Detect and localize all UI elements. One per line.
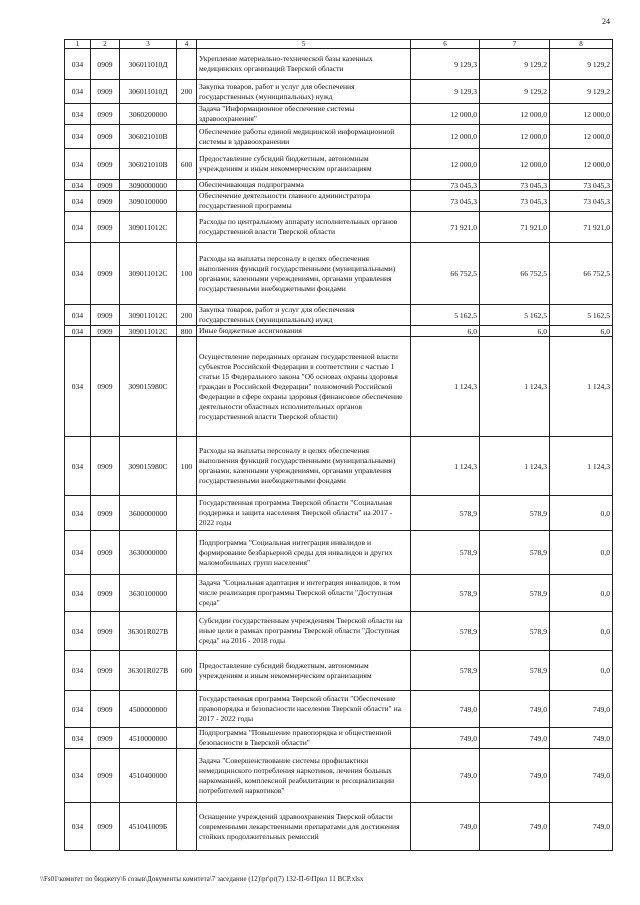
cell-target-article: 309011012C [120, 212, 177, 243]
cell-expense-type: 100 [177, 243, 197, 305]
cell-expense-type [177, 575, 197, 612]
cell-razdel: 0909 [91, 575, 120, 612]
cell-target-article: 306011010Д [120, 49, 177, 80]
cell-amount-1: 6,0 [411, 326, 480, 337]
cell-name: Задача "Совершенствование системы профилактики немедицинского потребления наркотиков, лечения больных наркоманией, комплексной реабилитации и ресоциализации потребителей наркотиков" [197, 749, 411, 803]
cell-expense-type: 200 [177, 80, 197, 104]
cell-razdel: 0909 [91, 326, 120, 337]
cell-amount-2: 12 000,0 [480, 104, 550, 125]
cell-ved: 034 [65, 496, 91, 531]
table-row [65, 305, 613, 326]
cell-target-article: 3090000000 [120, 180, 177, 191]
cell-razdel: 0909 [91, 337, 120, 437]
cell-ved: 034 [65, 212, 91, 243]
cell-name: Закупка товаров, работ и услуг для обеспечения государственных (муниципальных) нужд [197, 305, 411, 326]
table-row [65, 191, 613, 212]
cell-name: Закупка товаров, работ и услуг для обеспечения государственных (муниципальных) нужд [197, 80, 411, 104]
cell-razdel: 0909 [91, 437, 120, 496]
cell-ved: 034 [65, 104, 91, 125]
cell-razdel: 0909 [91, 125, 120, 149]
cell-target-article: 306021010B [120, 125, 177, 149]
cell-amount-3: 5 162,5 [550, 305, 613, 326]
cell-expense-type [177, 337, 197, 437]
cell-target-article: 3060200000 [120, 104, 177, 125]
cell-amount-3: 12 000,0 [550, 149, 613, 180]
cell-amount-2: 578,9 [480, 651, 550, 691]
page-number: 24 [602, 17, 610, 26]
cell-amount-1: 12 000,0 [411, 149, 480, 180]
cell-ved: 034 [65, 49, 91, 80]
cell-amount-2: 578,9 [480, 612, 550, 651]
cell-amount-3: 0,0 [550, 575, 613, 612]
cell-razdel: 0909 [91, 243, 120, 305]
cell-amount-1: 578,9 [411, 651, 480, 691]
cell-expense-type: 800 [177, 326, 197, 337]
cell-name: Государственная программа Тверской области "Социальная поддержка и защита населения Тверской области" на 2017 - 2022 годы [197, 496, 411, 531]
cell-expense-type [177, 691, 197, 728]
cell-ved: 034 [65, 612, 91, 651]
cell-razdel: 0909 [91, 651, 120, 691]
cell-amount-1: 73 045,3 [411, 191, 480, 212]
table-row [65, 651, 613, 691]
cell-amount-3: 749,0 [550, 803, 613, 851]
table-row [65, 749, 613, 803]
cell-ved: 034 [65, 531, 91, 575]
cell-amount-3: 0,0 [550, 496, 613, 531]
table-row [65, 149, 613, 180]
cell-razdel: 0909 [91, 728, 120, 749]
cell-ved: 034 [65, 326, 91, 337]
cell-expense-type [177, 728, 197, 749]
cell-amount-1: 749,0 [411, 691, 480, 728]
cell-amount-3: 6,0 [550, 326, 613, 337]
cell-target-article: 309015980C [120, 437, 177, 496]
cell-amount-2: 578,9 [480, 531, 550, 575]
cell-ved: 034 [65, 125, 91, 149]
cell-ved: 034 [65, 80, 91, 104]
cell-amount-2: 71 921,0 [480, 212, 550, 243]
cell-razdel: 0909 [91, 531, 120, 575]
col-header-5: 5 [197, 40, 411, 49]
col-header-8: 8 [550, 40, 613, 49]
table-row [65, 80, 613, 104]
cell-amount-2: 12 000,0 [480, 125, 550, 149]
cell-amount-2: 1 124,3 [480, 437, 550, 496]
cell-target-article: 3090100000 [120, 191, 177, 212]
cell-amount-1: 5 162,5 [411, 305, 480, 326]
cell-amount-1: 73 045,3 [411, 180, 480, 191]
cell-amount-2: 6,0 [480, 326, 550, 337]
cell-amount-2: 749,0 [480, 749, 550, 803]
col-header-3: 3 [120, 40, 177, 49]
cell-expense-type [177, 180, 197, 191]
cell-amount-3: 73 045,3 [550, 180, 613, 191]
table-row [65, 337, 613, 437]
cell-amount-3: 0,0 [550, 651, 613, 691]
cell-name: Расходы по центральному аппарату исполнительных органов государственной власти Тверской области [197, 212, 411, 243]
cell-amount-3: 1 124,3 [550, 337, 613, 437]
cell-razdel: 0909 [91, 803, 120, 851]
cell-razdel: 0909 [91, 691, 120, 728]
cell-ved: 034 [65, 337, 91, 437]
cell-expense-type: 600 [177, 651, 197, 691]
cell-ved: 034 [65, 305, 91, 326]
cell-amount-1: 1 124,3 [411, 437, 480, 496]
cell-expense-type [177, 803, 197, 851]
cell-razdel: 0909 [91, 749, 120, 803]
table-row [65, 612, 613, 651]
cell-target-article: 309011012C [120, 305, 177, 326]
col-header-7: 7 [480, 40, 550, 49]
cell-name: Укрепление материально-технической базы казенных медицинских организаций Тверской области [197, 49, 411, 80]
cell-expense-type [177, 125, 197, 149]
cell-expense-type [177, 191, 197, 212]
cell-amount-3: 0,0 [550, 531, 613, 575]
cell-amount-2: 73 045,3 [480, 180, 550, 191]
cell-razdel: 0909 [91, 180, 120, 191]
cell-amount-2: 749,0 [480, 803, 550, 851]
cell-amount-2: 1 124,3 [480, 337, 550, 437]
cell-amount-1: 12 000,0 [411, 125, 480, 149]
cell-amount-3: 1 124,3 [550, 437, 613, 496]
cell-target-article: 3630000000 [120, 531, 177, 575]
cell-name: Расходы на выплаты персоналу в целях обеспечения выполнения функций государственными (муниципальными) органами, казенными учреждениями, органами управления государственными внебюджетными фондами [197, 243, 411, 305]
cell-name: Оснащение учреждений здравоохранения Тверской области современными лекарственными препаратами для достижения стойких продолжительных ремиссий [197, 803, 411, 851]
cell-ved: 034 [65, 149, 91, 180]
table-body [65, 49, 613, 851]
cell-amount-3: 749,0 [550, 728, 613, 749]
cell-expense-type [177, 531, 197, 575]
col-header-2: 2 [91, 40, 120, 49]
col-header-6: 6 [411, 40, 480, 49]
cell-amount-1: 578,9 [411, 612, 480, 651]
cell-expense-type: 200 [177, 305, 197, 326]
cell-amount-2: 578,9 [480, 575, 550, 612]
cell-amount-3: 73 045,3 [550, 191, 613, 212]
cell-amount-2: 73 045,3 [480, 191, 550, 212]
cell-razdel: 0909 [91, 149, 120, 180]
cell-name: Предоставление субсидий бюджетным, автономным учреждениям и иным некоммерческим организациям [197, 651, 411, 691]
cell-amount-2: 9 129,2 [480, 49, 550, 80]
cell-amount-1: 12 000,0 [411, 104, 480, 125]
cell-amount-2: 749,0 [480, 728, 550, 749]
table-row [65, 728, 613, 749]
header-row [65, 40, 613, 49]
cell-name: Расходы на выплаты персоналу в целях обеспечения выполнения функций государственными (муниципальными) органами, казенными учреждениями, органами управления государственными внебюджетными фондами [197, 437, 411, 496]
cell-name: Задача "Информационное обеспечение системы здравоохранения" [197, 104, 411, 125]
cell-expense-type [177, 212, 197, 243]
cell-target-article: 309011012C [120, 243, 177, 305]
cell-amount-3: 749,0 [550, 749, 613, 803]
cell-amount-1: 578,9 [411, 531, 480, 575]
table-row [65, 437, 613, 496]
cell-expense-type [177, 49, 197, 80]
cell-amount-1: 749,0 [411, 728, 480, 749]
cell-target-article: 451041009Б [120, 803, 177, 851]
cell-razdel: 0909 [91, 305, 120, 326]
cell-expense-type [177, 104, 197, 125]
cell-name: Государственная программа Тверской области "Обеспечение правопорядка и безопасности населения Тверской области" на 2017 - 2022 годы [197, 691, 411, 728]
cell-name: Подпрограмма "Социальная интеграция инвалидов и формирование безбарьерной среды для инвалидов и других маломобильных групп населения" [197, 531, 411, 575]
cell-target-article: 4510400000 [120, 749, 177, 803]
cell-ved: 034 [65, 180, 91, 191]
table-row [65, 575, 613, 612]
cell-amount-3: 71 921,0 [550, 212, 613, 243]
cell-target-article: 3600000000 [120, 496, 177, 531]
cell-expense-type [177, 496, 197, 531]
cell-amount-2: 12 000,0 [480, 149, 550, 180]
cell-ved: 034 [65, 749, 91, 803]
cell-target-article: 3630100000 [120, 575, 177, 612]
table-row [65, 803, 613, 851]
cell-expense-type [177, 612, 197, 651]
cell-name: Обеспечение работы единой медицинской информационной системы в здравоохранении [197, 125, 411, 149]
cell-amount-1: 749,0 [411, 749, 480, 803]
table-row [65, 243, 613, 305]
cell-amount-3: 66 752,5 [550, 243, 613, 305]
cell-amount-1: 66 752,5 [411, 243, 480, 305]
cell-target-article: 36301R027B [120, 651, 177, 691]
footer-file-path: \\Fs01\комитет по бюджету\6 созыв\Документы комитета\7 заседание (12)\pr\pr(7) 132-П-6\Прил 11 ВСР.xlsx [40, 876, 364, 883]
cell-name: Обеспечивающая подпрограмма [197, 180, 411, 191]
cell-target-article: 306021010B [120, 149, 177, 180]
cell-amount-1: 1 124,3 [411, 337, 480, 437]
cell-expense-type: 600 [177, 149, 197, 180]
cell-amount-3: 749,0 [550, 691, 613, 728]
cell-name: Предоставление субсидий бюджетным, автономным учреждениям и иным некоммерческим организациям [197, 149, 411, 180]
col-header-4: 4 [177, 40, 197, 49]
cell-ved: 034 [65, 437, 91, 496]
cell-razdel: 0909 [91, 104, 120, 125]
cell-razdel: 0909 [91, 49, 120, 80]
cell-amount-3: 9 129,2 [550, 49, 613, 80]
cell-razdel: 0909 [91, 191, 120, 212]
cell-amount-2: 578,9 [480, 496, 550, 531]
cell-target-article: 309015980C [120, 337, 177, 437]
cell-amount-2: 749,0 [480, 691, 550, 728]
cell-ved: 034 [65, 651, 91, 691]
table-row [65, 496, 613, 531]
cell-amount-3: 12 000,0 [550, 104, 613, 125]
cell-ved: 034 [65, 575, 91, 612]
cell-expense-type [177, 749, 197, 803]
cell-ved: 034 [65, 728, 91, 749]
cell-name: Обеспечение деятельности главного администратора государственной программы [197, 191, 411, 212]
cell-expense-type: 100 [177, 437, 197, 496]
cell-target-article: 4510000000 [120, 728, 177, 749]
table-row [65, 125, 613, 149]
cell-amount-1: 71 921,0 [411, 212, 480, 243]
cell-target-article: 306011010Д [120, 80, 177, 104]
cell-target-article: 309011012C [120, 326, 177, 337]
cell-name: Осуществление переданных органам государственной власти субъектов Российской Федерации в соответствии с частью 1 статьи 15 Федерального закона "Об основах охраны здоровья граждан в Российской Федерации" полномочий Российской Федерации в сфере охраны здоровья (финансовое обеспечение деятельности областных исполнительных органов государственной власти Тверской области) [197, 337, 411, 437]
cell-razdel: 0909 [91, 496, 120, 531]
budget-table [64, 39, 613, 851]
cell-amount-3: 0,0 [550, 612, 613, 651]
cell-ved: 034 [65, 691, 91, 728]
cell-target-article: 36301R027B [120, 612, 177, 651]
cell-razdel: 0909 [91, 212, 120, 243]
cell-razdel: 0909 [91, 80, 120, 104]
cell-amount-3: 12 000,0 [550, 125, 613, 149]
cell-amount-1: 578,9 [411, 575, 480, 612]
table-row [65, 326, 613, 337]
cell-ved: 034 [65, 243, 91, 305]
table-row [65, 49, 613, 80]
cell-amount-1: 9 129,3 [411, 49, 480, 80]
table-row [65, 691, 613, 728]
cell-amount-2: 9 129,2 [480, 80, 550, 104]
cell-name: Иные бюджетные ассигнования [197, 326, 411, 337]
cell-target-article: 4500000000 [120, 691, 177, 728]
table-row [65, 212, 613, 243]
cell-name: Задача "Социальная адаптация и интеграция инвалидов, в том числе реализация программы Тверской области "Доступная среда" [197, 575, 411, 612]
cell-amount-3: 9 129,2 [550, 80, 613, 104]
cell-amount-1: 9 129,3 [411, 80, 480, 104]
cell-amount-2: 5 162,5 [480, 305, 550, 326]
table-row [65, 180, 613, 191]
cell-amount-2: 66 752,5 [480, 243, 550, 305]
cell-name: Субсидии государственным учреждениям Тверской области на иные цели в рамках программы Тверской области "Доступная среда" на 2016 - 2018 годы [197, 612, 411, 651]
col-header-1: 1 [65, 40, 91, 49]
cell-amount-1: 578,9 [411, 496, 480, 531]
cell-amount-1: 749,0 [411, 803, 480, 851]
cell-razdel: 0909 [91, 612, 120, 651]
cell-ved: 034 [65, 803, 91, 851]
cell-name: Подпрограмма "Повышение правопорядка и общественной безопасности в Тверской области" [197, 728, 411, 749]
cell-ved: 034 [65, 191, 91, 212]
table-row [65, 531, 613, 575]
table-row [65, 104, 613, 125]
